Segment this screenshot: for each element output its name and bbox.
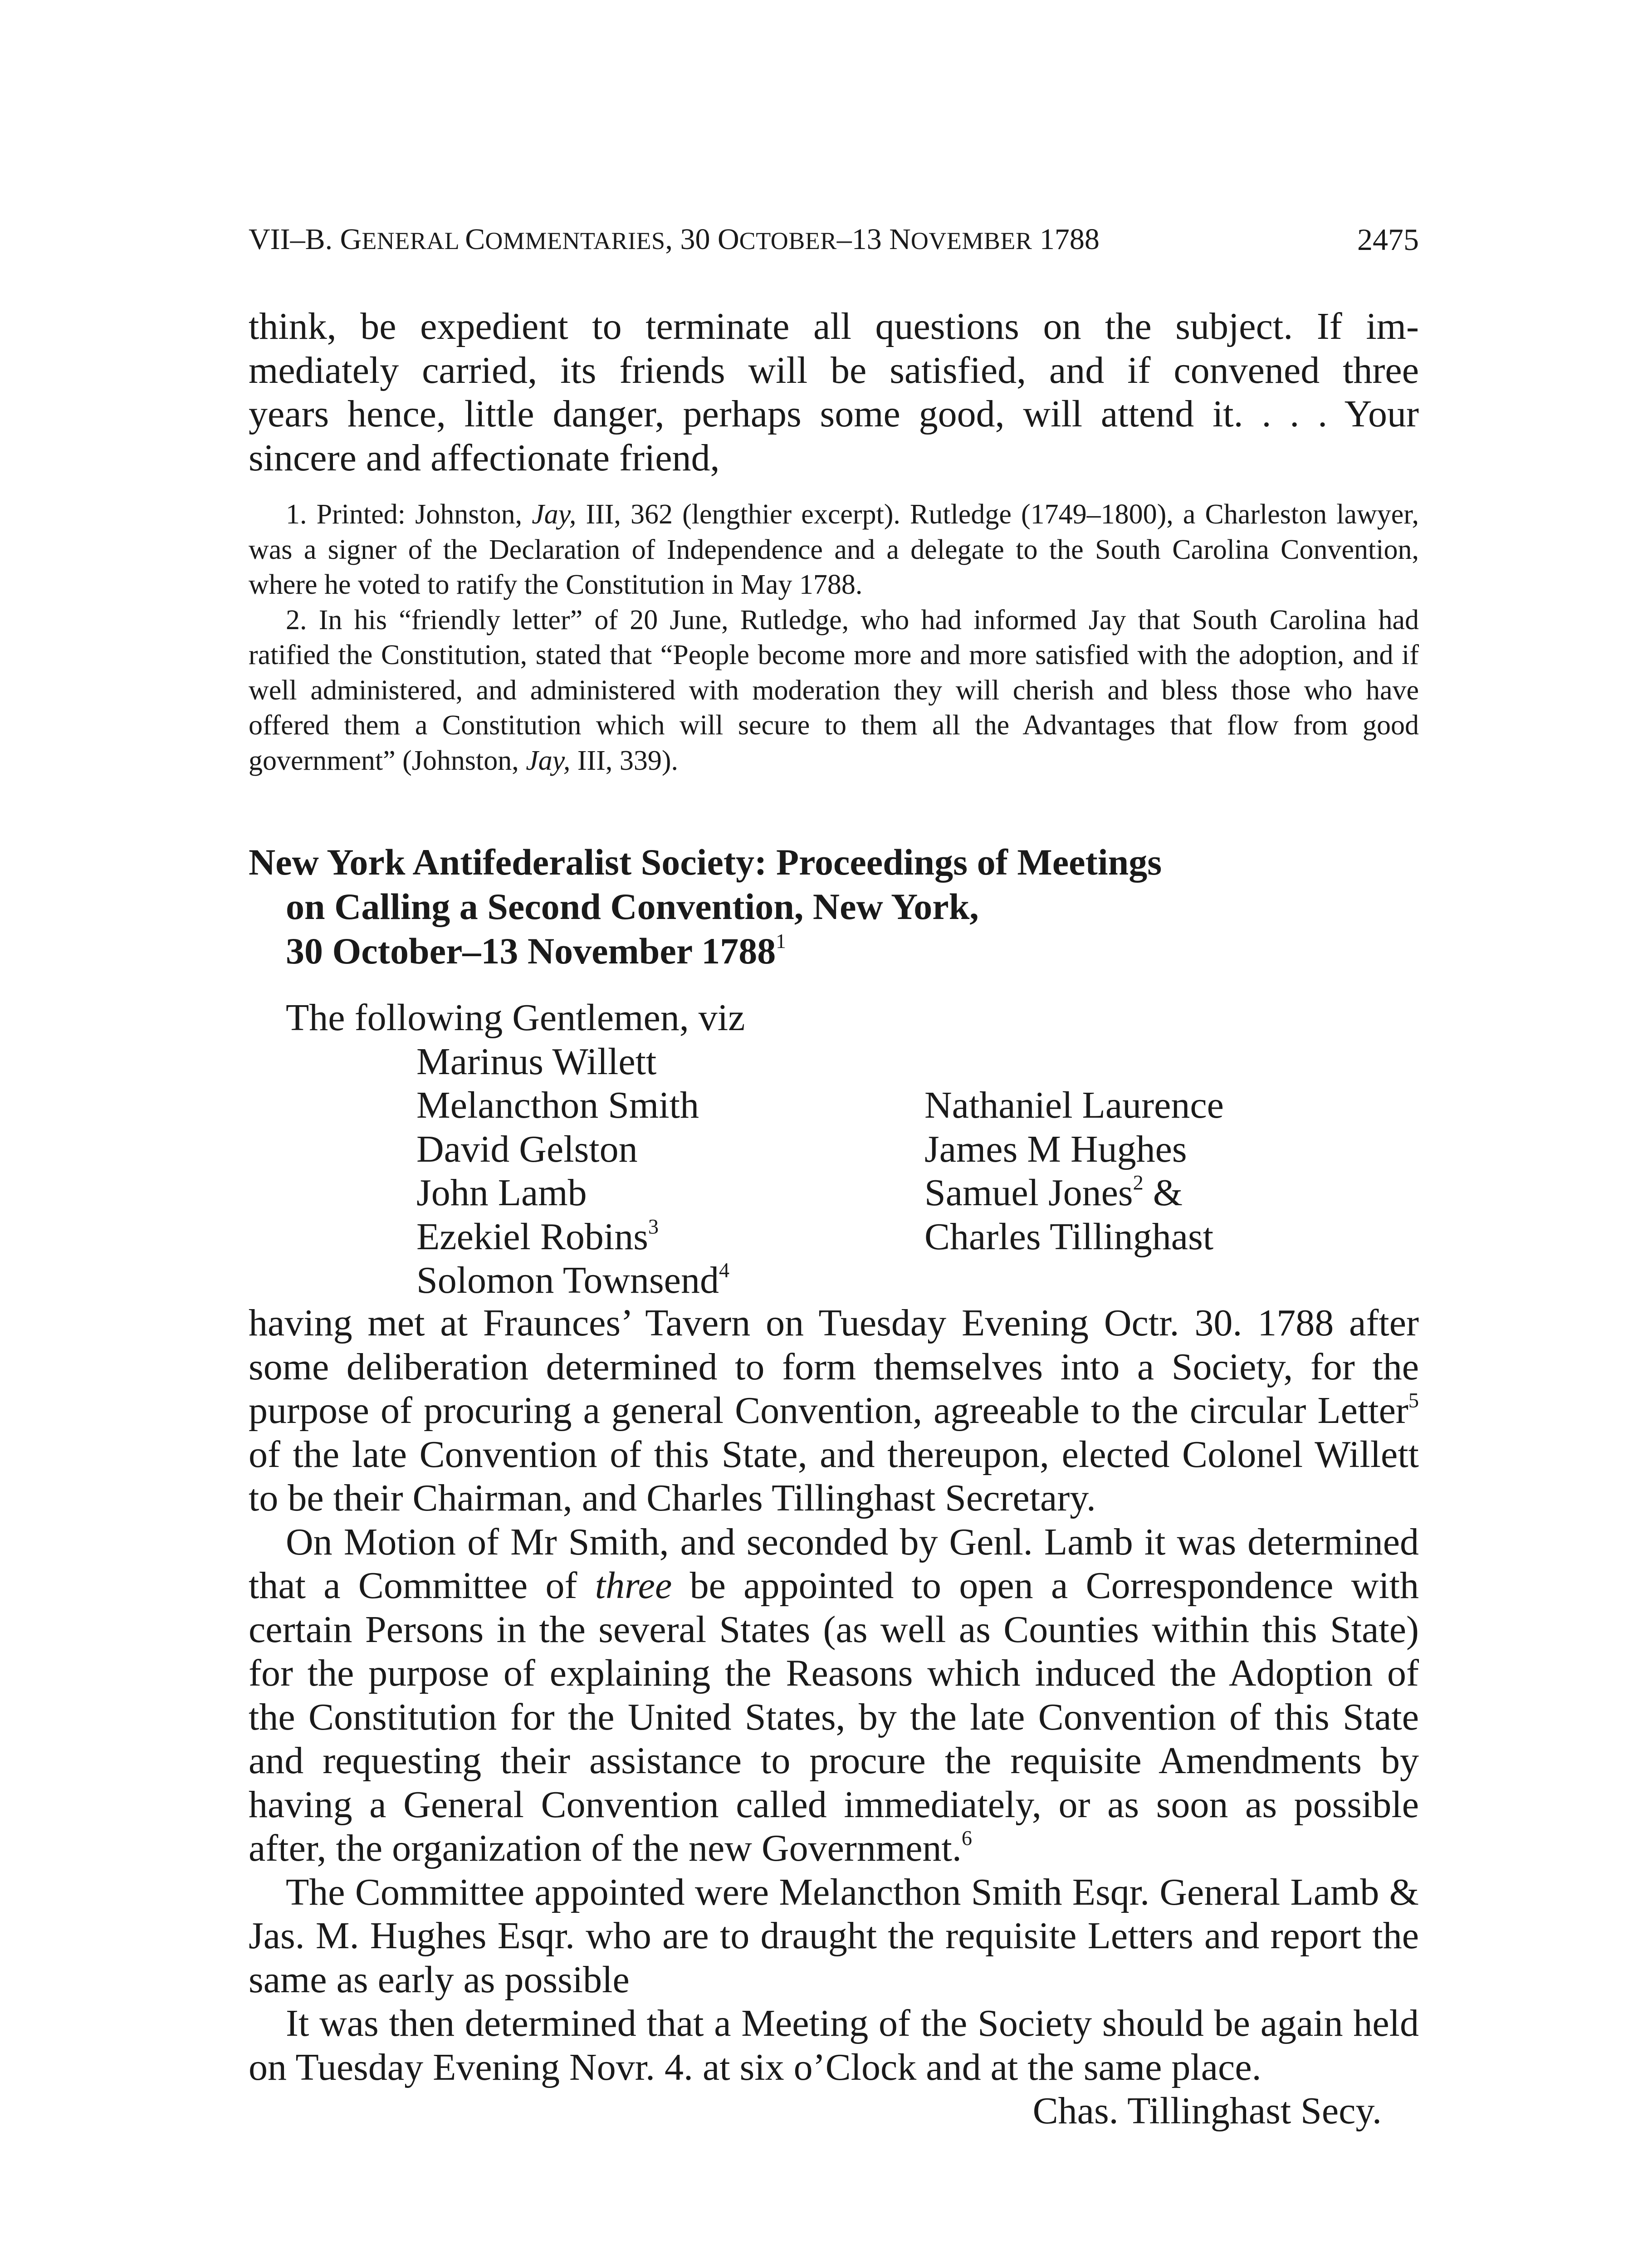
running-head xyxy=(249,217,1419,264)
members-row: John Lamb Samuel Jones$^2$ & xyxy=(416,1171,1183,1214)
paragraph: On Motion of Mr Smith, and seconded by Genl. Lamb it was determined that a Committee of three be appointed to open a Correspondence with certain Persons in the several States (as well as Counties within this State) for the purpose of explaining the Reasons which induced the Adoption of the Constitution for the United States, by the late Convention of this State and requesting their assistance to procure the requisite Amendments by having a General Convention called immediately, or as soon as possible after, the organization of the new Government.$^6$ xyxy=(249,1520,1419,1869)
running-head-title: VII–B. GENERAL COMMENTARIES, 30 OCTOBER–13 NOVEMBER 1788 xyxy=(249,223,1100,256)
proceedings-text xyxy=(249,1301,1419,2133)
paragraph: having met at Fraunces’ Tavern on Tuesday Evening Octr. 30. 1788 after some deliberation determined to form themselves into a Society, for the purpose of procuring a general Convention, agreeable to the circular Letter$^5$ of the late Convention of this State, and thereupon, elected Colonel Willett to be their Chairman, and Charles Tillinghast Secretary. xyxy=(249,1302,1419,1519)
paragraph: It was then determined that a Meeting of the Society should be again held on Tuesday Evening Novr. 4. at six o’Clock and at the same place. xyxy=(249,2002,1419,2088)
members-row: Marinus Willett xyxy=(416,1040,657,1083)
members-intro: The following Gentlemen, viz xyxy=(286,997,745,1039)
members-list xyxy=(249,996,1419,1303)
footnote-2: 2. In his “friendly letter” of 20 June, Rutledge, who had informed Jay that South Carolina had ratified the Constitution, stated that “People become more and more satisfied with the adoption, and if well administered, and administered with moderation they will cherish and bless those who have offered them a Constitution which will secure to them all the Advantages that flow from good government” (Johnston, Jay, III, 339). xyxy=(249,604,1419,776)
text-line: think, be expedient to terminate all questions on the subject. If im- xyxy=(249,305,1419,347)
page-number: 2475 xyxy=(1357,222,1419,257)
members-row: David Gelston James M Hughes xyxy=(416,1128,1187,1170)
footnote-ref: 5 xyxy=(1408,1388,1419,1412)
footnote-ref: 1 xyxy=(776,930,786,953)
footnote-ref: 6 xyxy=(961,1826,972,1850)
members-row: Melancthon Smith Nathaniel Laurence xyxy=(416,1084,1224,1126)
text-line: mediately carried, its friends will be satisfied, and if convened three xyxy=(249,349,1419,391)
footnotes xyxy=(249,497,1419,778)
signature: Chas. Tillinghast Secy. xyxy=(1032,2090,1382,2132)
text-line: years hence, little danger, perhaps some good, will attend it. . . . Your xyxy=(249,393,1419,435)
letter-closing xyxy=(249,305,1419,480)
members-row: Solomon Townsend$^4$ xyxy=(416,1258,730,1301)
text-line: sincere and affectionate friend, xyxy=(249,436,720,479)
footnote-1: 1. Printed: Johnston, Jay, III, 362 (lengthier excerpt). Rutledge (1749–1800), a Charleston lawyer, was a signer of the Declaration of Independence and a delegate to the South Carolina Convention, where he voted to ratify the Constitution in May 1788. xyxy=(249,499,1419,600)
section-heading: New York Antifederalist Society: Proceedings of Meetings on Calling a Second Convention, New York, 30 October–13 November 1788$^1$ xyxy=(249,841,1162,972)
paragraph: The Committee appointed were Melancthon Smith Esqr. General Lamb & Jas. M. Hughes Esqr. who are to draught the requisite Letters and report the same as early as possible xyxy=(249,1871,1419,2001)
members-row: Ezekiel Robins$^3$ Charles Tillinghast xyxy=(416,1214,1214,1258)
